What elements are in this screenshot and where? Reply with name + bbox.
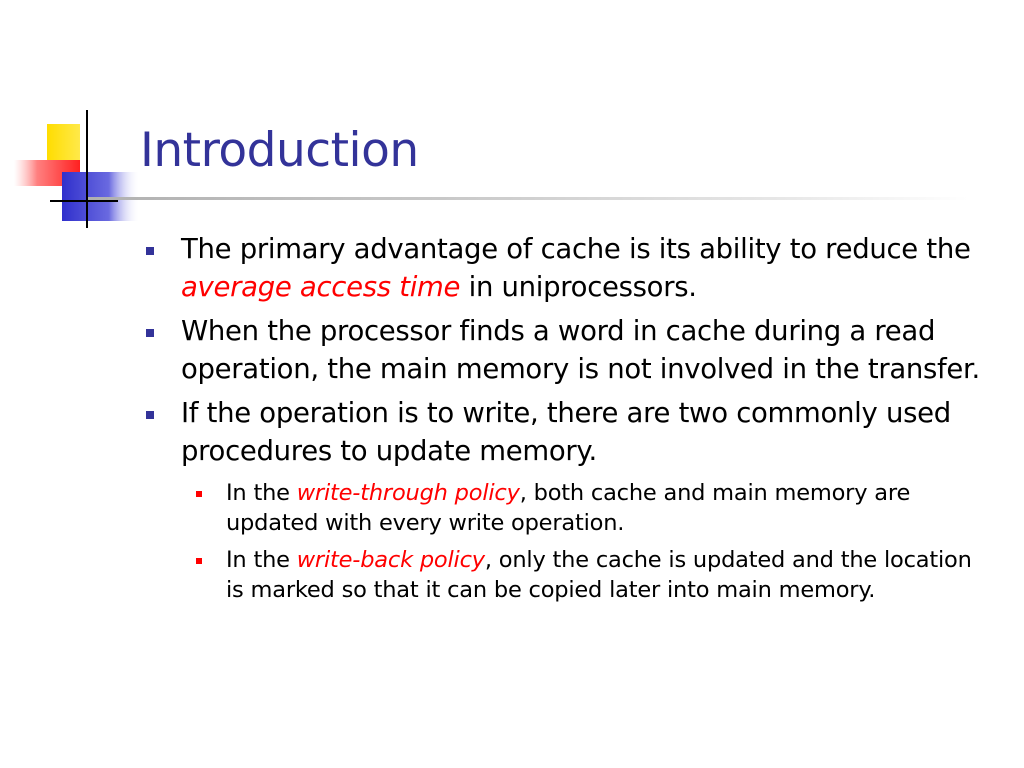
square-bullet-icon [146, 411, 154, 419]
bullet-text: The primary advantage of cache is its ability to reduce the [181, 233, 971, 265]
title-divider [88, 197, 968, 200]
bullet-item-cache-advantage [142, 230, 992, 306]
sub-bullet-text: In the [226, 547, 297, 573]
bullet-text: If the operation is to write, there are two commonly used procedures to update memory. [181, 397, 951, 467]
square-bullet-icon [146, 329, 154, 337]
emphasis-write-back-policy: write-back policy [296, 547, 485, 573]
slide-title: Introduction [140, 123, 419, 178]
sub-bullet-write-through [181, 478, 992, 538]
sub-bullet-write-back [181, 545, 992, 605]
emphasis-write-through-policy: write-through policy [296, 480, 520, 506]
small-square-bullet-icon [196, 491, 202, 497]
bullet-list [142, 230, 992, 612]
emphasis-average-access-time: average access time [181, 271, 461, 303]
sub-bullet-text: , only the cache is updated and the location is marked so that it can be copied later into main memory. [226, 547, 972, 603]
bullet-text: When the processor finds a word in cache during a read operation, the main memory is not involved in the transfer. [181, 315, 980, 385]
bullet-text: in uniprocessors. [460, 271, 697, 303]
sub-bullet-text: In the [226, 480, 297, 506]
sub-bullet-list [181, 478, 992, 605]
bullet-item-write-operation [142, 394, 992, 605]
small-square-bullet-icon [196, 558, 202, 564]
bullet-item-read-operation [142, 312, 992, 388]
square-bullet-icon [146, 247, 154, 255]
sub-bullet-text: , both cache and main memory are updated with every write operation. [226, 480, 911, 536]
title-decoration-graphic [0, 0, 150, 240]
